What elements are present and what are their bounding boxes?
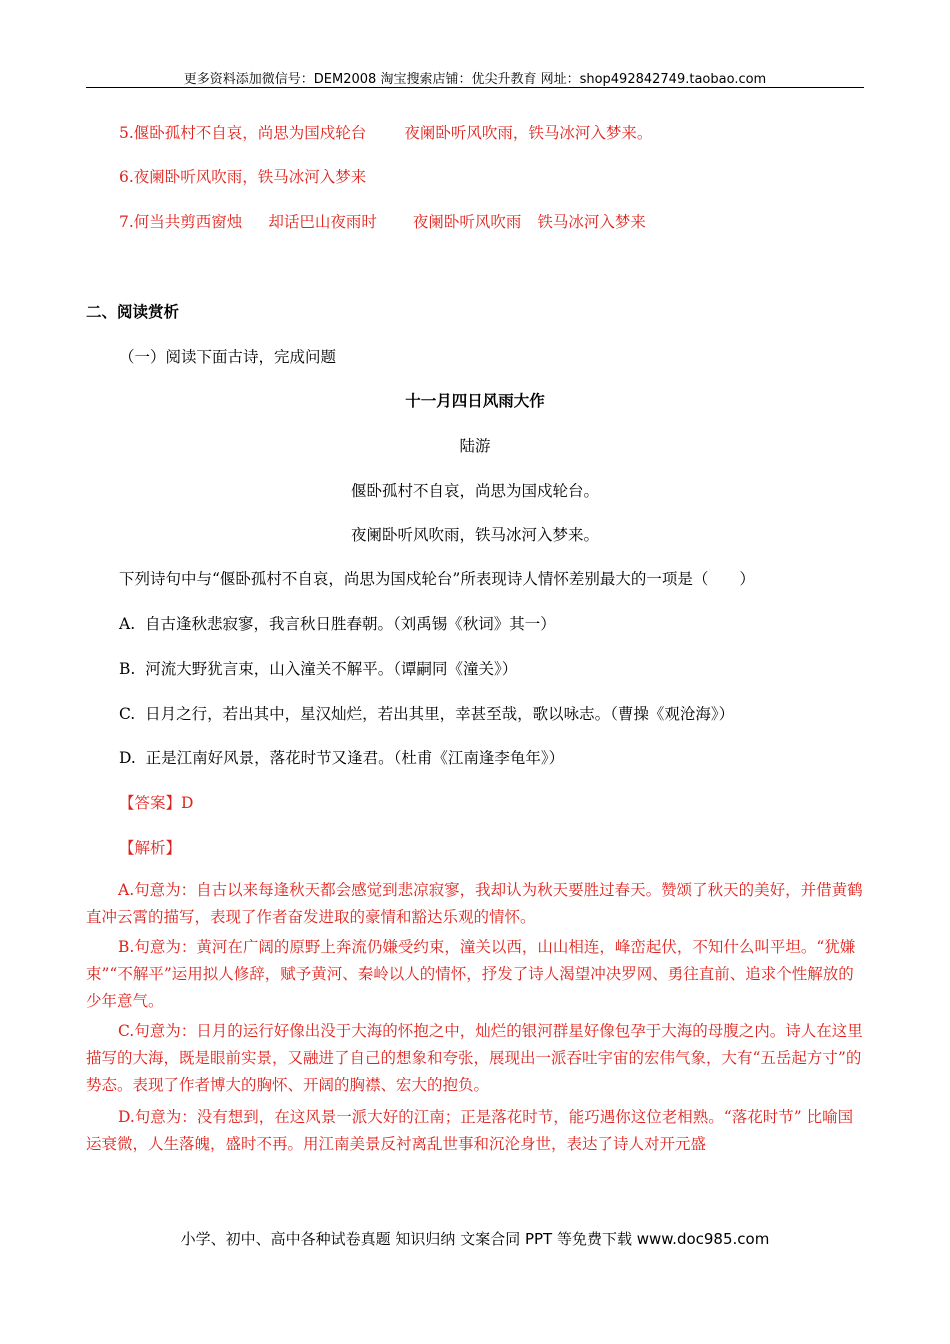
header-divider <box>86 87 864 88</box>
answer-part: 何当共剪西窗烛 <box>133 213 243 231</box>
option-key: A. <box>119 615 136 633</box>
answer-number: 7. <box>119 213 134 231</box>
option-key: C. <box>119 705 136 723</box>
option-text: 日月之行，若出其中，星汉灿烂，若出其里，幸甚至哉，歌以咏志。（曹操《观沧海》） <box>145 705 735 723</box>
answer-part: 夜阑卧听风吹雨，铁马冰河入梦来 <box>133 168 367 186</box>
option-b <box>119 657 517 679</box>
option-a <box>119 612 556 634</box>
answer-label: 【答案】 <box>119 794 182 812</box>
option-text: 正是江南好风景，落花时节又逢君。（杜甫《江南逢李龟年》） <box>145 749 565 767</box>
option-key: D. <box>119 749 136 767</box>
option-key: B. <box>119 660 136 678</box>
option-c <box>119 702 734 724</box>
answer-part: 夜阑卧听风吹雨 <box>412 213 522 231</box>
analysis-paragraph-b: B.句意为：黄河在广阔的原野上奔流仍嫌受约束，潼关以西，山山相连，峰峦起伏，不知什么叫平坦。“犹嫌束”“不解平”运用拟人修辞，赋予黄河、秦岭以人的情怀，抒发了诗人渴望冲决罗网、勇往直前、追求个性解放的少年意气。 <box>86 938 856 1010</box>
question-stem: 下列诗句中与“偃卧孤村不自哀，尚思为国戍轮台”所表现诗人情怀差别最大的一项是（ ） <box>119 570 755 588</box>
answer-part: 偃卧孤村不自哀，尚思为国戍轮台 <box>133 124 367 142</box>
analysis-paragraph-d: D.句意为：没有想到，在这风景一派大好的江南；正是落花时节，能巧遇你这位老相熟。“落花时节” 比喻国运衰微，人生落魄，盛时不再。用江南美景反衬离乱世事和沉沦身世，表达了诗人对开元盛 <box>86 1108 854 1153</box>
answer-part: 铁马冰河入梦来 <box>537 213 646 231</box>
analysis-paragraph-a: A.句意为：自古以来每逢秋天都会感觉到悲凉寂寥，我却认为秋天要胜过春天。赞颂了秋天的美好，并借黄鹤直冲云霄的描写，表现了作者奋发进取的豪情和豁达乐观的情怀。 <box>86 881 863 926</box>
answer-part: 夜阑卧听风吹雨，铁马冰河入梦来。 <box>404 124 653 142</box>
analysis-paragraph-c: C.句意为：日月的运行好像出没于大海的怀抱之中，灿烂的银河群星好像包孕于大海的母腹之内。诗人在这里描写的大海，既是眼前实景，又融进了自己的想象和夸张，展现出一派吞吐宇宙的宏伟气象，大有“五岳起方寸”的势态。表现了作者博大的胸怀、开阔的胸襟、宏大的抱负。 <box>86 1022 863 1094</box>
option-text: 河流大野犹言束，山入潼关不解平。（谭嗣同《潼关》） <box>145 660 518 678</box>
poem-title: 十一月四日风雨大作 <box>405 391 545 410</box>
answer-line-5 <box>119 121 652 143</box>
answer-line-7 <box>119 210 646 232</box>
poem-line-2: 夜阑卧听风吹雨，铁马冰河入梦来。 <box>350 526 599 544</box>
answer-line-6 <box>119 165 366 187</box>
poem-author: 陆游 <box>459 437 491 455</box>
section-title: 二、阅读赏析 <box>86 302 180 321</box>
answer <box>119 791 193 813</box>
option-d <box>119 746 564 768</box>
poem-line-1: 偃卧孤村不自哀，尚思为国戍轮台。 <box>350 482 599 500</box>
answer-part: 却话巴山夜雨时 <box>268 213 377 231</box>
section-subtitle: （一）阅读下面古诗，完成问题 <box>119 348 337 366</box>
page-footer: 小学、初中、高中各种试卷真题 知识归纳 文案合同 PPT 等免费下载 www.doc985.com <box>180 1230 770 1248</box>
option-text: 自古逢秋悲寂寥，我言秋日胜春朝。（刘禹锡《秋词》其一） <box>144 615 556 633</box>
answer-number: 5. <box>119 124 134 142</box>
page-header: 更多资料添加微信号：DEM2008 淘宝搜索店铺：优尖升教育 网址：shop492842749.taobao.com <box>183 72 767 87</box>
analysis-label: 【解析】 <box>119 839 182 857</box>
answer-number: 6. <box>119 168 134 186</box>
answer-value: D <box>181 794 194 812</box>
